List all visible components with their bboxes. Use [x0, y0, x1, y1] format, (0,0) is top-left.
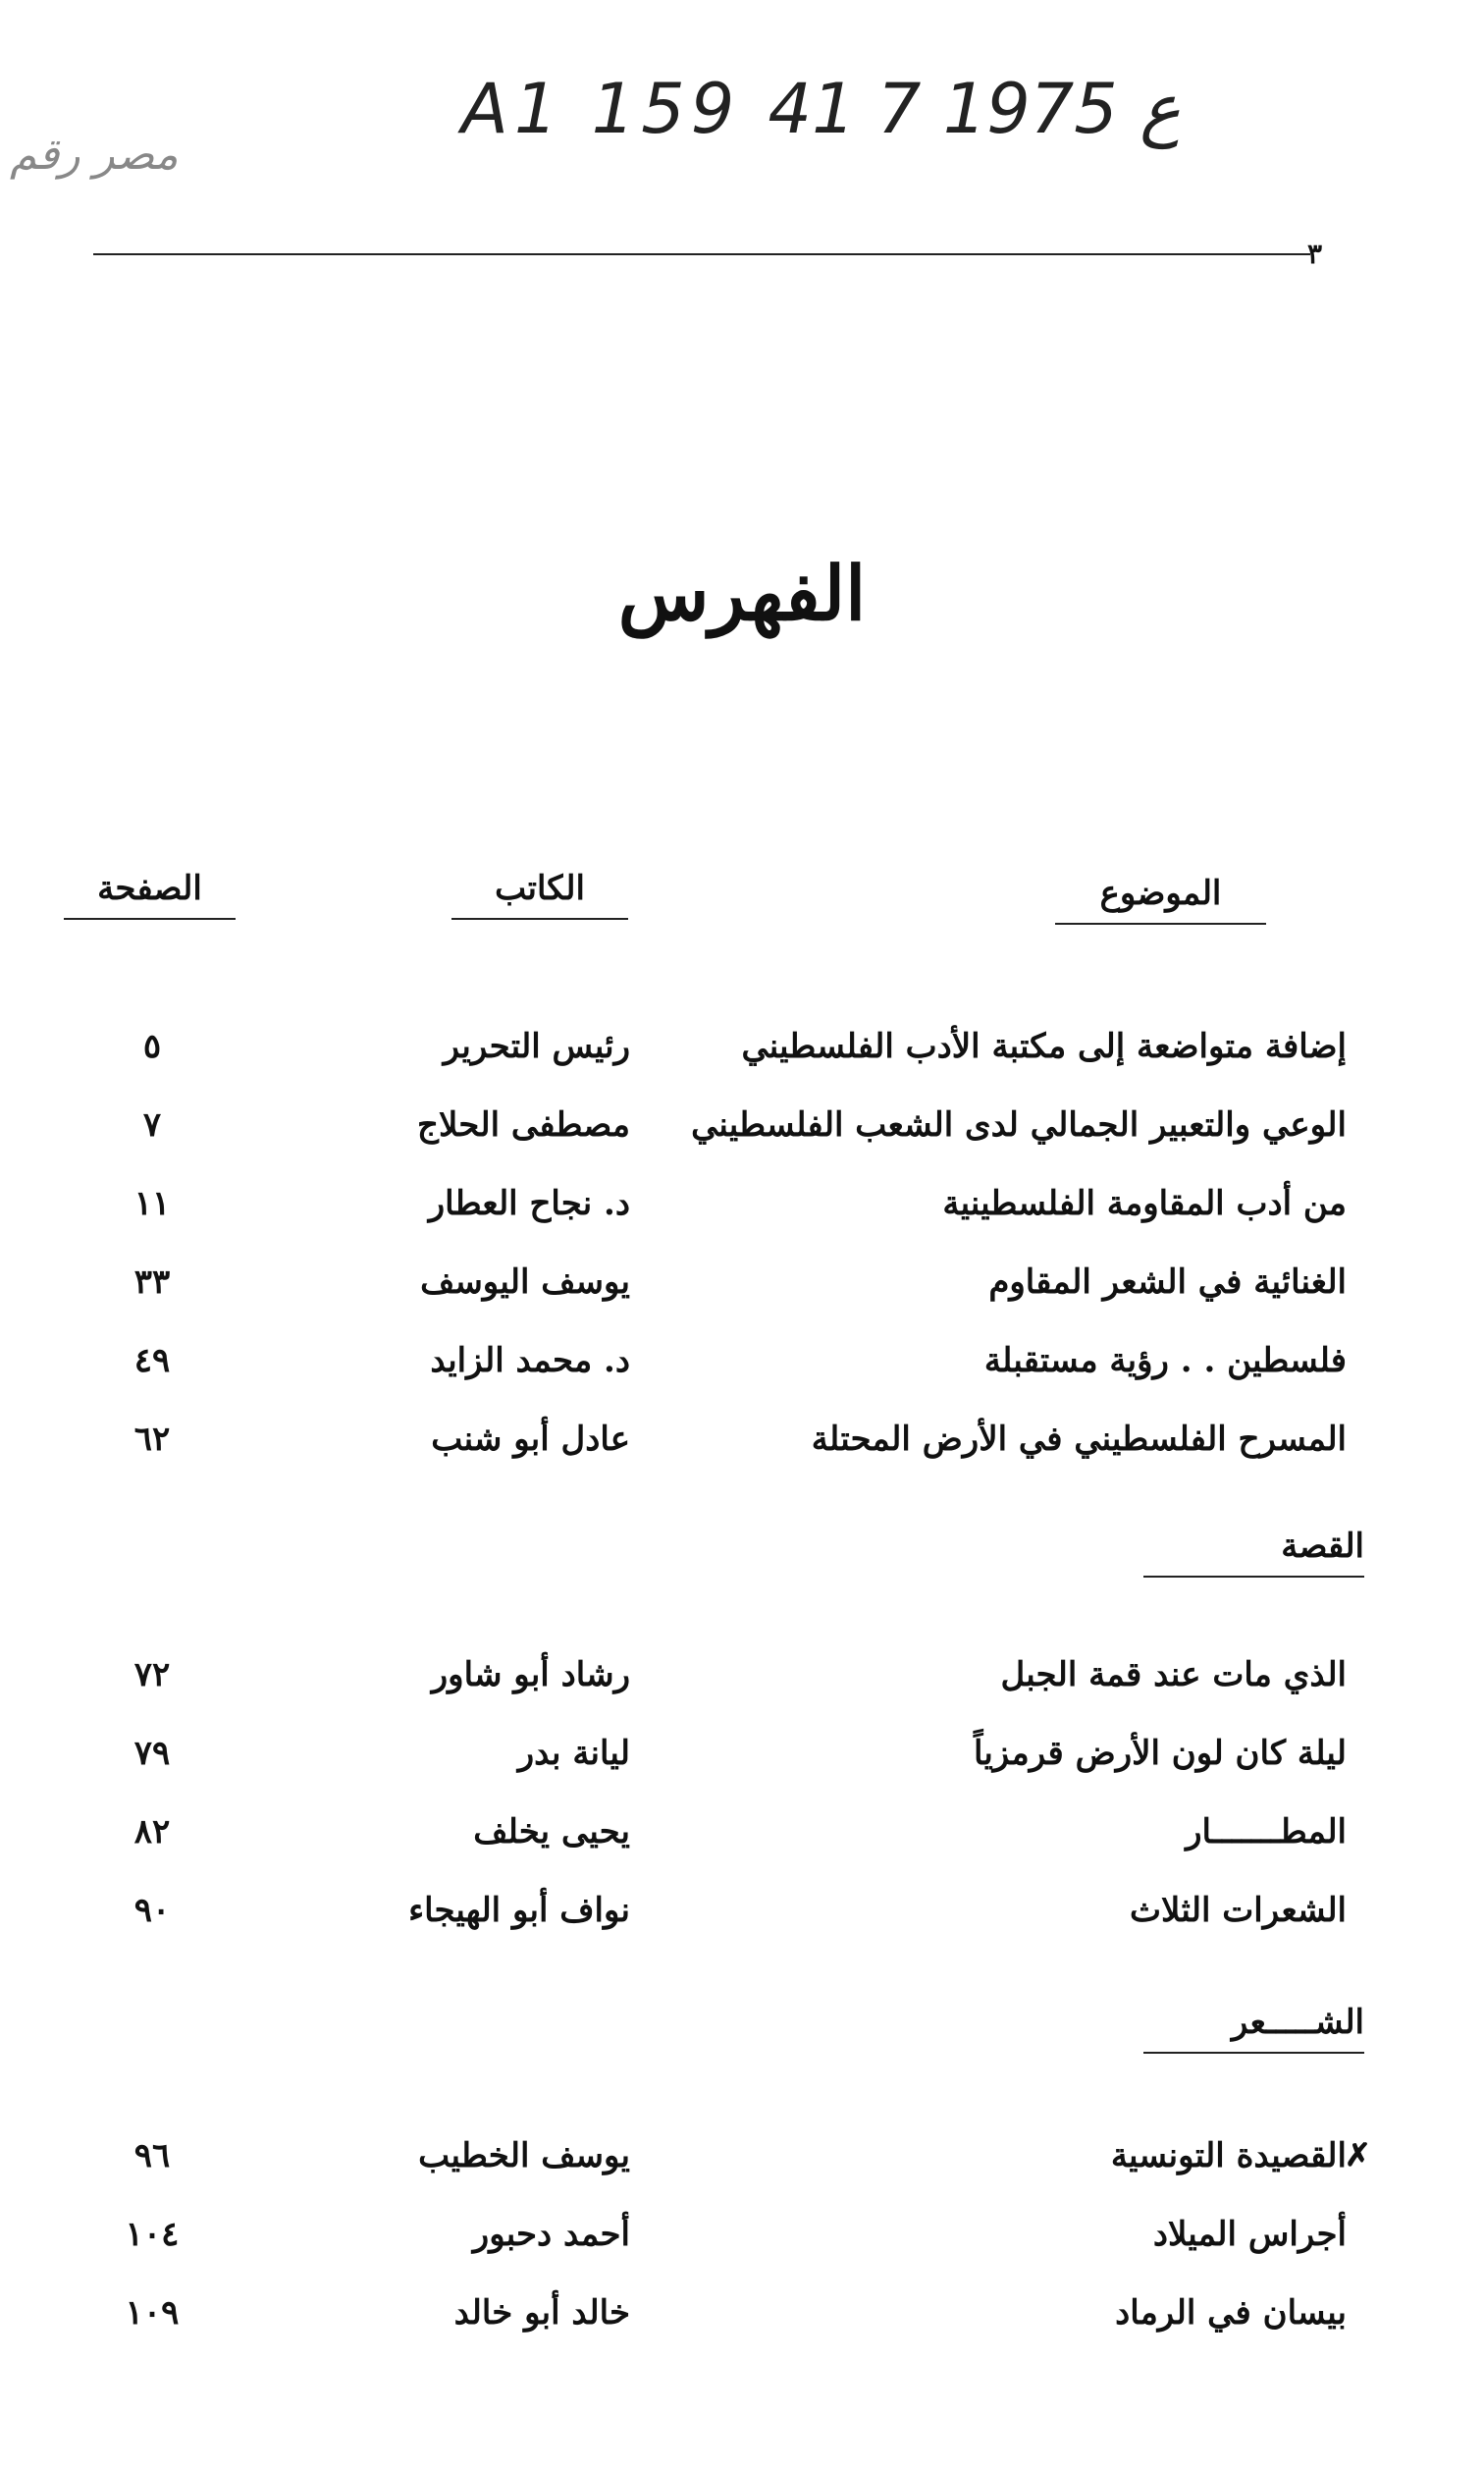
toc-topic: من أدب المقاومة الفلسطينية — [942, 1184, 1347, 1223]
toc-topic: القصيدة التونسية — [1110, 2136, 1347, 2175]
toc-page: ٨٢ — [133, 1812, 171, 1851]
section-title-poetry: الشـــــعر — [1143, 2003, 1364, 2054]
toc-row — [0, 1027, 1484, 1096]
page-title: الفهرس — [617, 550, 867, 637]
check-mark-icon: ✗ — [1345, 2136, 1371, 2173]
toc-row — [0, 1655, 1484, 1724]
toc-topic: فلسطين . . رؤية مستقبلة — [983, 1341, 1347, 1380]
toc-author: د. محمد الزايد — [430, 1341, 630, 1380]
toc-author: د. نجاح العطار — [428, 1184, 630, 1223]
toc-page: ٩٦ — [133, 2136, 171, 2175]
toc-author: يوسف اليوسف — [420, 1262, 630, 1302]
toc-topic: إضافة متواضعة إلى مكتبة الأدب الفلسطيني — [741, 1027, 1347, 1066]
toc-row — [0, 1420, 1484, 1488]
toc-topic: المسرح الفلسطيني في الأرض المحتلة — [811, 1420, 1347, 1459]
toc-page: ٧ — [142, 1105, 162, 1145]
header-rule — [93, 253, 1310, 255]
toc-topic: المطـــــــار — [1186, 1812, 1347, 1851]
toc-topic: الوعي والتعبير الجمالي لدى الشعب الفلسطيني — [691, 1105, 1347, 1145]
toc-topic: بيسان في الرماد — [1115, 2293, 1347, 2333]
column-header-page: الصفحة — [64, 869, 236, 920]
toc-page: ٧٩ — [133, 1734, 171, 1773]
handwritten-reference: A1 159 ع 1975 7 41 — [461, 69, 1181, 149]
page-number: ٣ — [1307, 238, 1323, 270]
toc-author: خالد أبو خالد — [453, 2293, 630, 2333]
toc-page: ٤٩ — [133, 1341, 171, 1380]
toc-page: ٧٢ — [133, 1655, 171, 1694]
toc-row — [0, 2215, 1484, 2283]
toc-row — [0, 1812, 1484, 1881]
section-title-story: القصة — [1143, 1527, 1364, 1578]
toc-topic: الذي مات عند قمة الجبل — [1000, 1655, 1347, 1694]
toc-author: ليانة بدر — [517, 1734, 630, 1773]
toc-page: ٩٠ — [133, 1891, 171, 1930]
column-header-topic: الموضوع — [1055, 874, 1266, 925]
toc-author: رئيس التحرير — [443, 1027, 630, 1066]
toc-author: مصطفى الحلاج — [417, 1105, 630, 1145]
toc-row — [0, 1891, 1484, 1959]
toc-page: ١٠٤ — [125, 2215, 180, 2254]
column-header-author: الكاتب — [451, 869, 628, 920]
library-stamp: مصر رقم — [10, 130, 179, 180]
toc-row — [0, 1262, 1484, 1331]
toc-row — [0, 1734, 1484, 1802]
toc-page: ١١ — [133, 1184, 171, 1223]
toc-row — [0, 1184, 1484, 1253]
toc-topic: الشعرات الثلاث — [1130, 1891, 1347, 1930]
toc-author: نواف أبو الهيجاء — [408, 1891, 630, 1930]
toc-row — [0, 2136, 1484, 2205]
toc-page: ٦٢ — [133, 1420, 171, 1459]
toc-row — [0, 1341, 1484, 1410]
toc-author: يوسف الخطيب — [418, 2136, 630, 2175]
toc-row — [0, 1105, 1484, 1174]
toc-author: عادل أبو شنب — [431, 1420, 630, 1459]
toc-topic: الغنائية في الشعر المقاوم — [988, 1262, 1347, 1302]
toc-topic: ليلة كان لون الأرض قرمزياً — [973, 1734, 1347, 1773]
toc-page: ١٠٩ — [125, 2293, 180, 2333]
toc-author: رشاد أبو شاور — [431, 1655, 630, 1694]
toc-author: أحمد دحبور — [472, 2215, 630, 2254]
toc-topic: أجراس الميلاد — [1152, 2215, 1347, 2254]
toc-page: ٥ — [142, 1027, 162, 1066]
toc-page: ٣٣ — [133, 1262, 171, 1302]
toc-row — [0, 2293, 1484, 2362]
toc-author: يحيى يخلف — [473, 1812, 630, 1851]
